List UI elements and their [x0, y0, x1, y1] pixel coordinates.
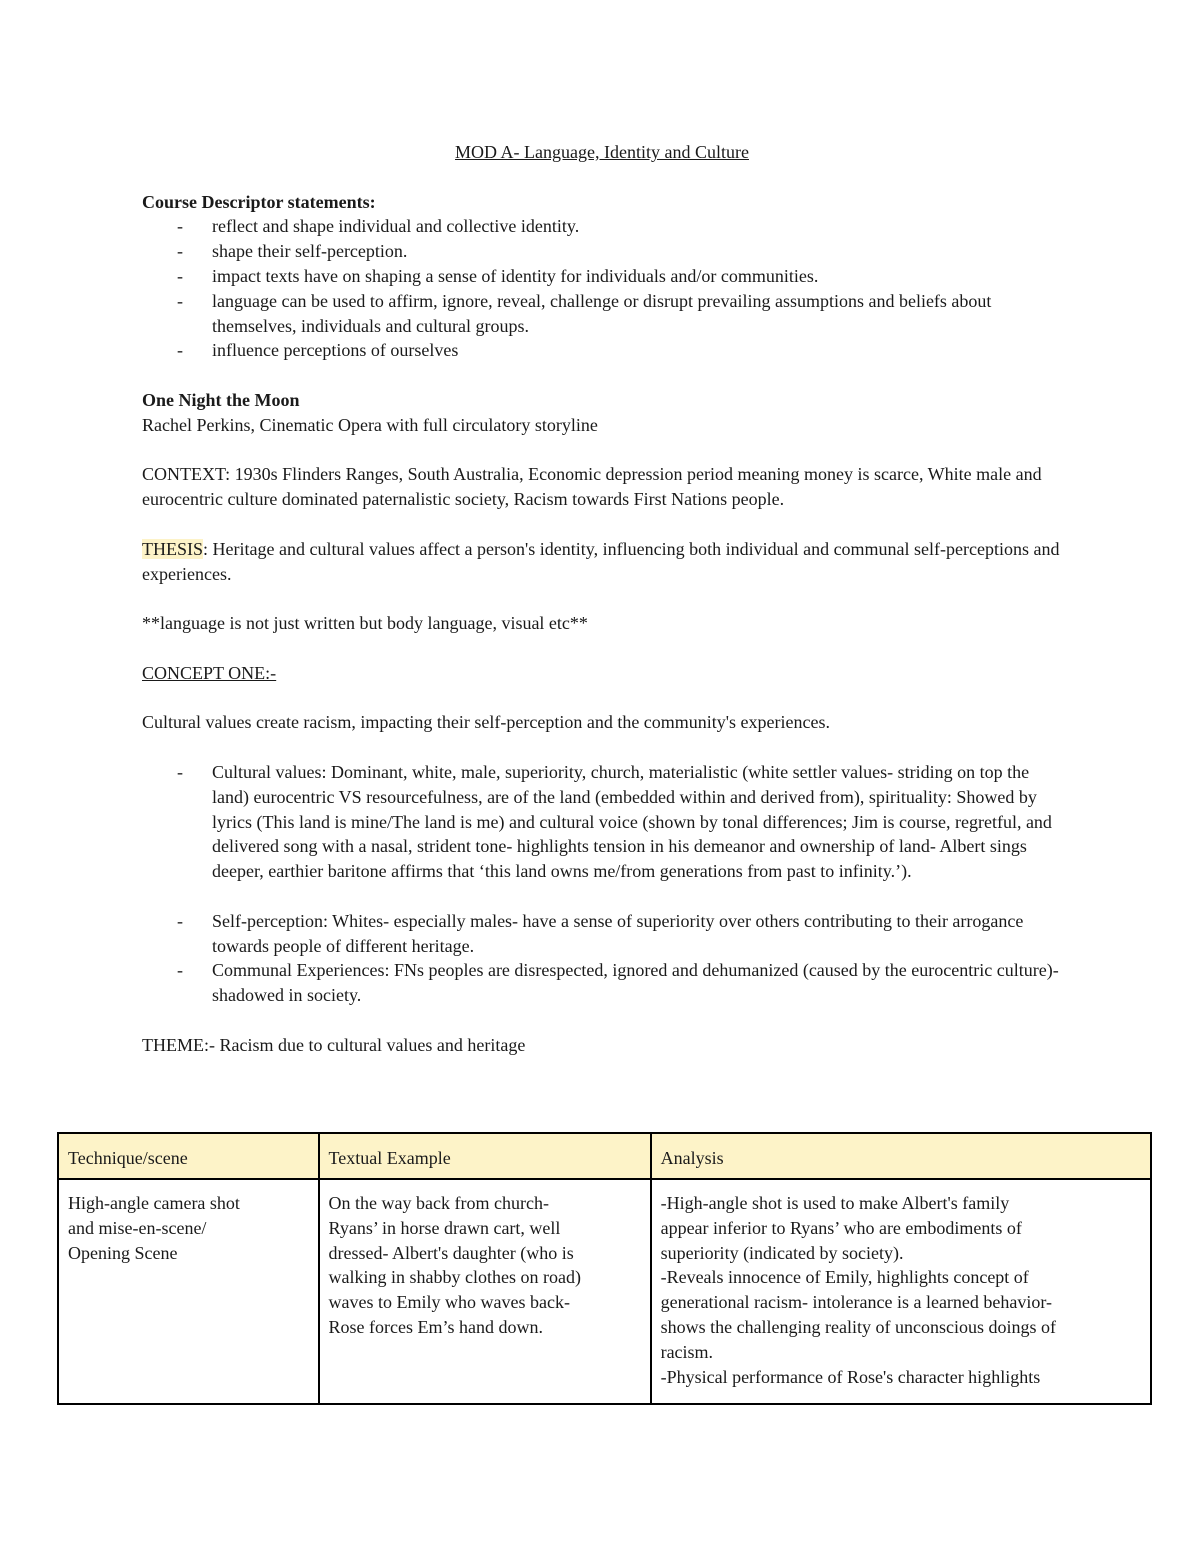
analysis-table — [57, 1132, 1152, 1405]
table-header: Technique/scene — [58, 1133, 319, 1179]
cell-line: -Reveals innocence of Emily, highlights concept of — [660, 1267, 1029, 1288]
concept-list-a — [142, 760, 1062, 884]
concept-statement: Cultural values create racism, impacting their self-perception and the community's experiences. — [142, 712, 830, 733]
cell-line: generational racism- intolerance is a learned behavior- — [660, 1292, 1053, 1313]
cell-line: dressed- Albert's daughter (who is — [328, 1242, 574, 1263]
cell-line: walking in shabby clothes on road) — [328, 1267, 581, 1288]
list-item: - impact texts have on shaping a sense of identity for individuals and/or communities. — [142, 264, 1062, 289]
document-title: MOD A- Language, Identity and Culture — [455, 142, 749, 162]
context-paragraph: CONTEXT: 1930s Flinders Ranges, South Australia, Economic depression period meaning money is scarce, White male and eurocentric culture dominated paternalistic society, Racism towards First Nations people. — [142, 464, 1042, 510]
cell-line: appear inferior to Ryans’ who are embodiments of — [660, 1217, 1022, 1238]
descriptor-heading: Course Descriptor statements: — [142, 191, 376, 212]
table-header: Textual Example — [319, 1133, 651, 1179]
list-item: - reflect and shape individual and collective identity. — [142, 214, 1062, 239]
list-item: - influence perceptions of ourselves — [142, 338, 1062, 363]
table-row — [58, 1179, 1151, 1404]
concept-list-b — [142, 909, 1062, 1008]
cell-line: waves to Emily who waves back- — [328, 1292, 570, 1313]
example-cell — [319, 1179, 651, 1404]
concept-heading: CONCEPT ONE:- — [142, 662, 277, 683]
table-header: Analysis — [651, 1133, 1151, 1179]
title-wrap — [142, 140, 1062, 165]
list-item: - shape their self-perception. — [142, 239, 1062, 264]
cell-line: On the way back from church- — [328, 1193, 549, 1213]
descriptor-list — [142, 214, 1062, 363]
document-page — [142, 140, 1062, 1057]
list-item: - language can be used to affirm, ignore, reveal, challenge or disrupt prevailing assumptions and beliefs about themselves, individuals and cultural groups. — [142, 289, 1062, 339]
cell-line: Rose forces Em’s hand down. — [328, 1316, 544, 1337]
cell-line: racism. — [660, 1341, 714, 1362]
cell-line: superiority (indicated by society). — [660, 1242, 904, 1263]
thesis-paragraph — [142, 537, 1062, 587]
cell-line: Ryans’ in horse drawn cart, well — [328, 1217, 561, 1238]
cell-line: -High-angle shot is used to make Albert's family — [660, 1193, 1010, 1213]
thesis-text: : Heritage and cultural values affect a person's identity, influencing both individual and communal self-perceptions and experiences. — [142, 538, 1060, 584]
text-title: One Night the Moon — [142, 389, 300, 410]
list-item: - Self-perception: Whites- especially males- have a sense of superiority over others contributing to their arrogance towards people of different heritage. — [142, 909, 1062, 959]
cell-line: -Physical performance of Rose's character highlights — [660, 1366, 1041, 1387]
cell-line: shows the challenging reality of unconscious doings of — [660, 1316, 1057, 1337]
thesis-label: THESIS — [142, 538, 204, 559]
theme-line: THEME:- Racism due to cultural values and heritage — [142, 1034, 526, 1055]
technique-cell — [58, 1179, 319, 1404]
analysis-cell — [651, 1179, 1151, 1404]
cell-line: High-angle camera shot — [68, 1193, 240, 1213]
cell-line: Opening Scene — [68, 1242, 178, 1263]
table-header-row — [58, 1133, 1151, 1179]
list-item: - Cultural values: Dominant, white, male, superiority, church, materialistic (white settler values- striding on top the land) eurocentric VS resourcefulness, are of the land (embedded within and derived from), spirituality: Showed by lyrics (This land is mine/The land is me) and cultural voice (shown by tonal differences; Jim is course, regretful, and delivered song with a nasal, strident tone- highlights tension in his demeanor and ownership of land- Albert sings deeper, earthier baritone affirms that ‘this land owns me/from generations from past to infinity.’). — [142, 760, 1062, 884]
cell-line: and mise-en-scene/ — [68, 1217, 207, 1238]
text-subtitle: Rachel Perkins, Cinematic Opera with full circulatory storyline — [142, 414, 598, 435]
list-item: - Communal Experiences: FNs peoples are disrespected, ignored and dehumanized (caused by the eurocentric culture)-shadowed in society. — [142, 958, 1062, 1008]
language-note: **language is not just written but body language, visual etc** — [142, 613, 588, 634]
